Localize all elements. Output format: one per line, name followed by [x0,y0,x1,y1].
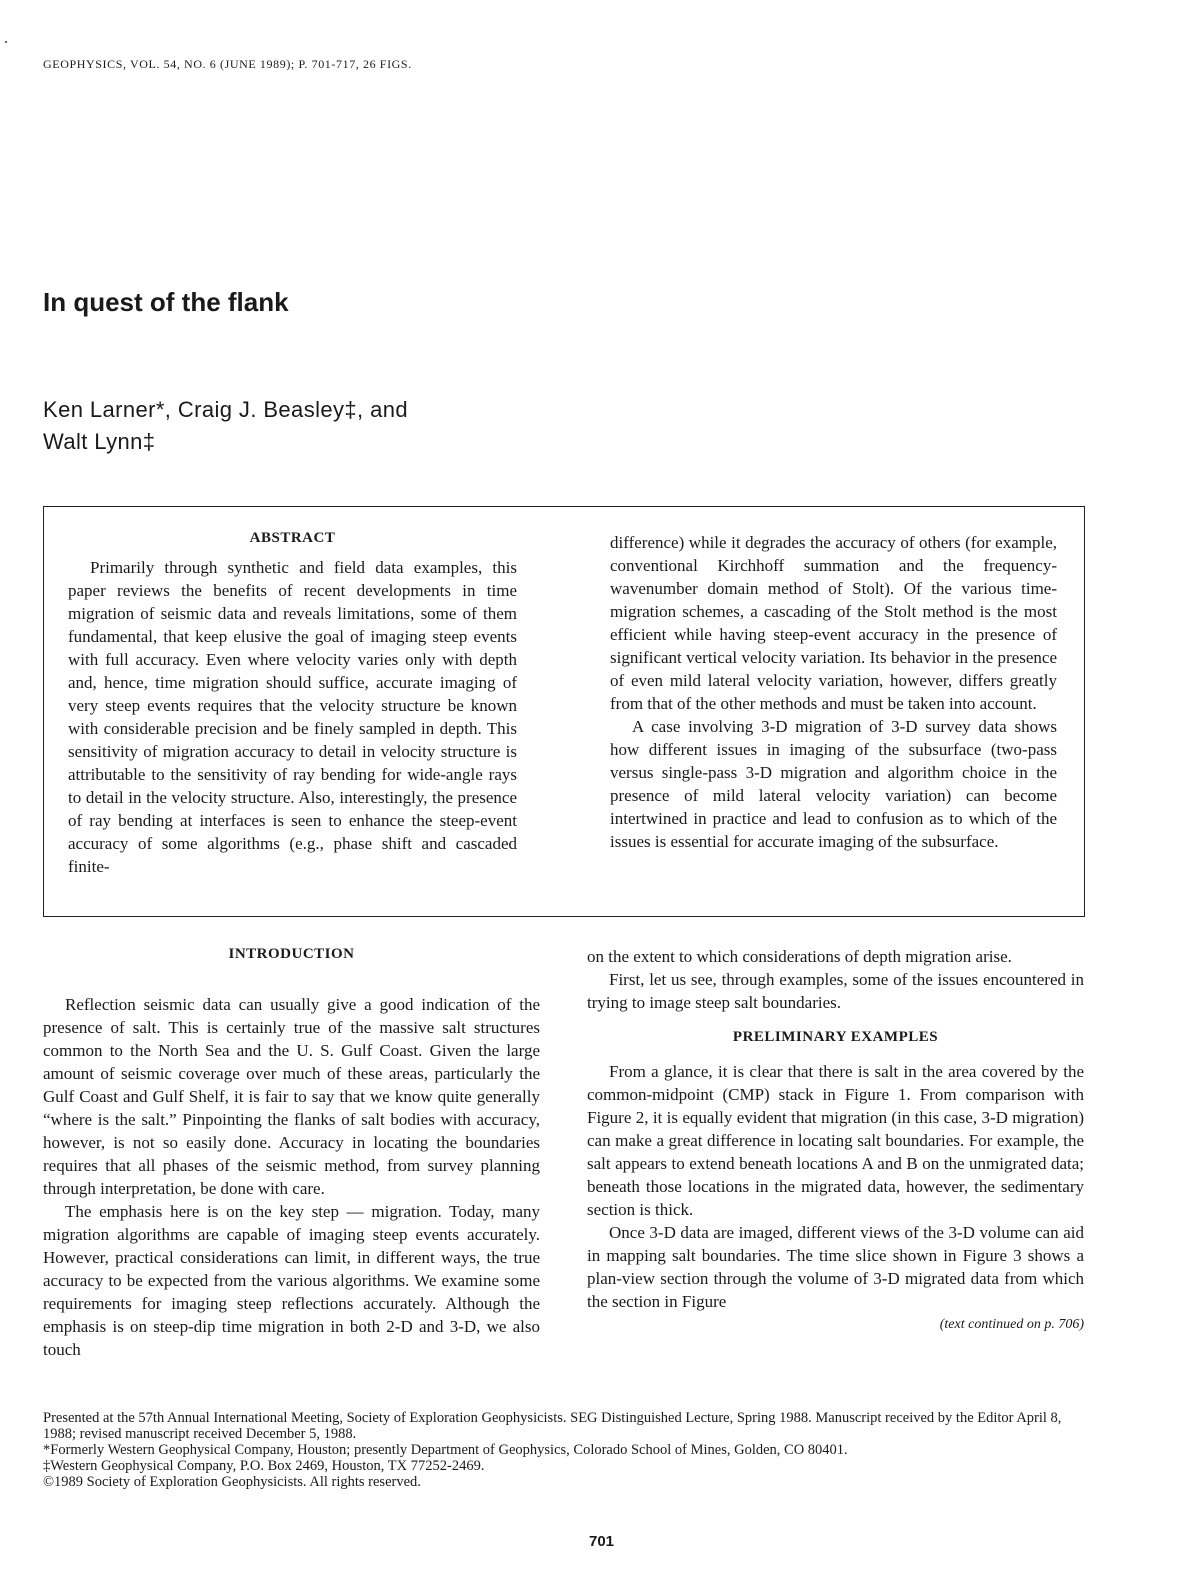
preliminary-paragraph-2: Once 3-D data are imaged, different views of the 3-D volume can aid in mapping salt boundaries. The time slice shown in Figure 3 shows a plan-view section through the volume of 3-D migrated data from which the section in Figure [587,1223,1084,1311]
introduction-paragraph-2: The emphasis here is on the key step — migration. Today, many migration algorithms are capable of imaging steep events accurately. However, practical considerations can limit, in different ways, the true accuracy to be expected from the various algorithms. We examine some requirements for imaging steep reflections accurately. Although the emphasis is on steep-dip time migration in both 2-D and 3-D, we also touch [43,1202,540,1359]
footnote-western: ‡Western Geophysical Company, P.O. Box 2469, Houston, TX 77252-2469. [43,1458,485,1474]
footnotes [43,1410,1085,1490]
abstract-paragraph-continued: difference) while it degrades the accuracy of others (for example, conventional Kirchhoff summation and the frequency-wavenumber domain method of Stolt). Of the various time-migration schemes, a cascading of the Stolt method is the most efficient while having steep-event accuracy in the presence of significant vertical velocity variation. Its behavior in the presence of even mild lateral velocity variation, however, differs greatly from that of the other methods and must be taken into account. [610,533,1057,713]
introduction-column [43,943,540,1361]
preliminary-examples-heading: PRELIMINARY EXAMPLES [732,1029,939,1045]
continuation-note: (text continued on p. 706) [939,1317,1084,1332]
author-line-1: Ken Larner*, Craig J. Beasley‡, and [43,397,408,422]
introduction-paragraph-1: Reflection seismic data can usually give a good indication of the presence of salt. This is certainly true of the massive salt structures common to the North Sea and the U. S. Gulf Coast. Given the large amount of seismic coverage over much of these areas, particularly the Gulf Coast and Gulf Shelf, it is fair to say that we know quite generally “where is the salt.” Pinpointing the flanks of salt bodies with accuracy, however, is not so easily done. Accuracy in locating the boundaries requires that all phases of the seismic method, from survey planning through interpretation, be done with care. [43,995,540,1198]
introduction-paragraph-2-continued: on the extent to which considerations of depth migration arise. [587,947,1012,966]
abstract-left-column [68,527,517,878]
abstract-paragraph: Primarily through synthetic and field data examples, this paper reviews the benefits of recent developments in time migration of seismic data and reveals limitations, some of them fundamental, that keep elusive the goal of imaging steep events with full accuracy. Even where velocity varies only with depth and, hence, time migration should suffice, accurate imaging of very steep events requires that the velocity structure be known with considerable precision and be finely sampled in depth. This sensitivity of migration accuracy to detail in velocity structure is attributable to the sensitivity of ray bending for wide-angle rays to detail in the velocity structure. Also, interestingly, the presence of ray bending at interfaces is seen to enhance the steep-event accuracy of some algorithms (e.g., phase shift and cascaded finite- [68,558,517,876]
abstract-right-column [610,531,1057,853]
footnote-formerly: *Formerly Western Geophysical Company, Houston; presently Department of Geophysics, Colorado School of Mines, Golden, CO 80401. [43,1442,848,1458]
abstract-box [43,506,1085,917]
abstract-paragraph-2: A case involving 3-D migration of 3-D survey data shows how different issues in imaging of the subsurface (two-pass versus single-pass 3-D migration and algorithm choice in the presence of mild lateral velocity variation) can become intertwined in practice and lead to confusion as to which of the issues is essential for accurate imaging of the subsurface. [610,717,1057,851]
running-head: GEOPHYSICS, VOL. 54, NO. 6 (JUNE 1989); P. 701-717, 26 FIGS. [43,57,412,71]
footnote-presented: Presented at the 57th Annual International Meeting, Society of Exploration Geophysicists. SEG Distinguished Lecture, Spring 1988. Manuscript received by the Editor April 8, 1988; revised manuscript received December 5, 1988. [43,1410,1062,1442]
author-line-2: Walt Lynn‡ [43,429,156,454]
author-list [43,394,408,458]
abstract-heading: ABSTRACT [249,530,336,546]
preliminary-paragraph-1: From a glance, it is clear that there is salt in the area covered by the common-midpoint (CMP) stack in Figure 1. From comparison with Figure 2, it is equally evident that migration (in this case, 3-D migration) can make a great difference in locating salt boundaries. For example, the salt appears to extend beneath locations A and B on the unmigrated data; beneath those locations in the migrated data, however, the sedimentary section is thick. [587,1062,1084,1219]
introduction-heading: INTRODUCTION [228,946,355,962]
right-text-column [587,945,1084,1335]
paper-title: In quest of the flank [43,287,289,317]
introduction-paragraph-3: First, let us see, through examples, some of the issues encountered in trying to image steep salt boundaries. [587,970,1084,1012]
scan-speck [5,41,7,43]
page-number: 701 [588,1533,615,1550]
footnote-copyright: ©1989 Society of Exploration Geophysicists. All rights reserved. [43,1474,421,1490]
